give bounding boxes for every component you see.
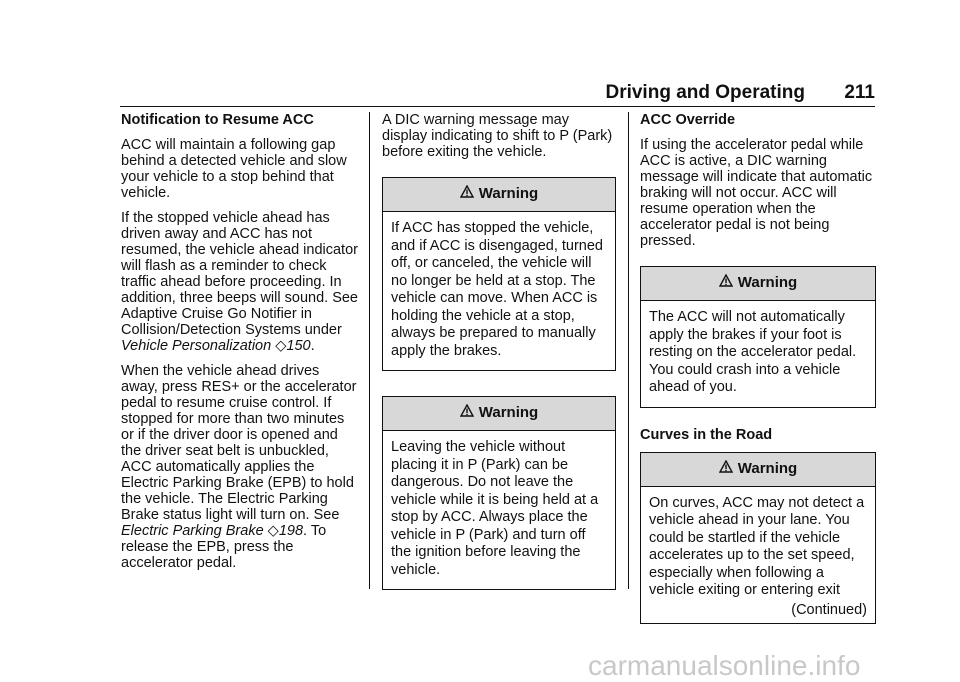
column-divider: [628, 112, 629, 589]
warning-title: Warning: [478, 185, 539, 202]
column-2: [382, 112, 616, 599]
warning-text: On curves, ACC may not detect a vehicle ahead in your lane. You could be startled if the vehicle accelerates up to the set speed, especially when following a vehicle exiting or entering exit (Continued): [649, 494, 867, 618]
section-heading: Notification to Resume ACC: [121, 112, 314, 128]
warning-icon: [719, 274, 733, 288]
cross-reference-link[interactable]: Vehicle Personalization: [121, 338, 272, 354]
warning-icon: [460, 404, 474, 418]
page-reference: 198: [278, 523, 304, 539]
warning-box: [382, 177, 616, 371]
paragraph: If the stopped vehicle ahead has driven away and ACC has not resumed, the vehicle ahead indicator will flash as a reminder to check traffic ahead before proceeding. In addition, three beeps will sound. See Adaptive Cruise Go Notifier in Collision/Detection Systems under Vehicle Personalization ◇150.: [121, 210, 358, 354]
warning-header: [641, 267, 875, 301]
column-divider: [369, 112, 370, 589]
warning-icon: [460, 185, 474, 199]
warning-text: Leaving the vehicle without placing it in P (Park) can be dangerous. Do not leave the vehicle while it is being held at a stop by ACC. Always place the vehicle in P (Park) and turn off the ignition before leaving the vehicle.: [391, 439, 599, 578]
paragraph: If using the accelerator pedal while ACC is active, a DIC warning message will indicate that automatic braking will not occur. ACC will resume operation when the accelerator pedal is not being pressed.: [640, 137, 873, 249]
warning-title: Warning: [478, 404, 539, 421]
paragraph: ACC will maintain a following gap behind a detected vehicle and slow your vehicle to a stop behind that vehicle.: [121, 137, 347, 201]
paragraph: When the vehicle ahead drives away, press RES+ or the accelerator pedal to resume cruise control. If stopped for more than two minutes or if the driver door is opened and the driver seat belt is unbuckled, ACC automatically applies the Electric Parking Brake (EPB) to hold the vehicle. The Electric Parking Brake status light will turn on. See Electric Parking Brake ◇198. To release the EPB, press the accelerator pedal.: [121, 363, 357, 571]
warning-text: If ACC has stopped the vehicle, and if ACC is disengaged, turned off, or canceled, the vehicle will no longer be held at a stop. The vehicle can move. When ACC is holding the vehicle at a stop, always be prepared to manually apply the brakes.: [391, 220, 603, 359]
warning-title: Warning: [737, 459, 798, 477]
warning-header: [641, 453, 875, 487]
warning-title: Warning: [737, 274, 798, 291]
paragraph: A DIC warning message may display indicating to shift to P (Park) before exiting the vehicle.: [382, 112, 613, 160]
page-ref-icon: ◇: [275, 338, 287, 354]
warning-box: [640, 266, 876, 408]
warning-icon: [719, 460, 733, 474]
continued-label: (Continued): [791, 601, 867, 618]
section-heading: Curves in the Road: [640, 426, 773, 443]
section-title: Driving and Operating: [605, 82, 805, 103]
page-ref-icon: ◇: [267, 523, 279, 539]
warning-header: [383, 178, 615, 212]
column-1: [121, 112, 359, 580]
section-heading: ACC Override: [640, 112, 736, 128]
warning-header: [383, 397, 615, 431]
page-header: [120, 82, 875, 107]
warning-box: [382, 396, 616, 590]
warning-text: The ACC will not automatically apply the brakes if your foot is resting on the accelerator pedal. You could crash into a vehicle ahead of you.: [649, 309, 857, 395]
watermark: carmanualsonline.info: [588, 650, 861, 681]
column-3: [640, 112, 876, 633]
cross-reference-link[interactable]: Electric Parking Brake: [121, 523, 264, 539]
page-reference: 150: [286, 338, 311, 354]
warning-box: [640, 452, 876, 625]
page-number: 211: [844, 82, 875, 103]
